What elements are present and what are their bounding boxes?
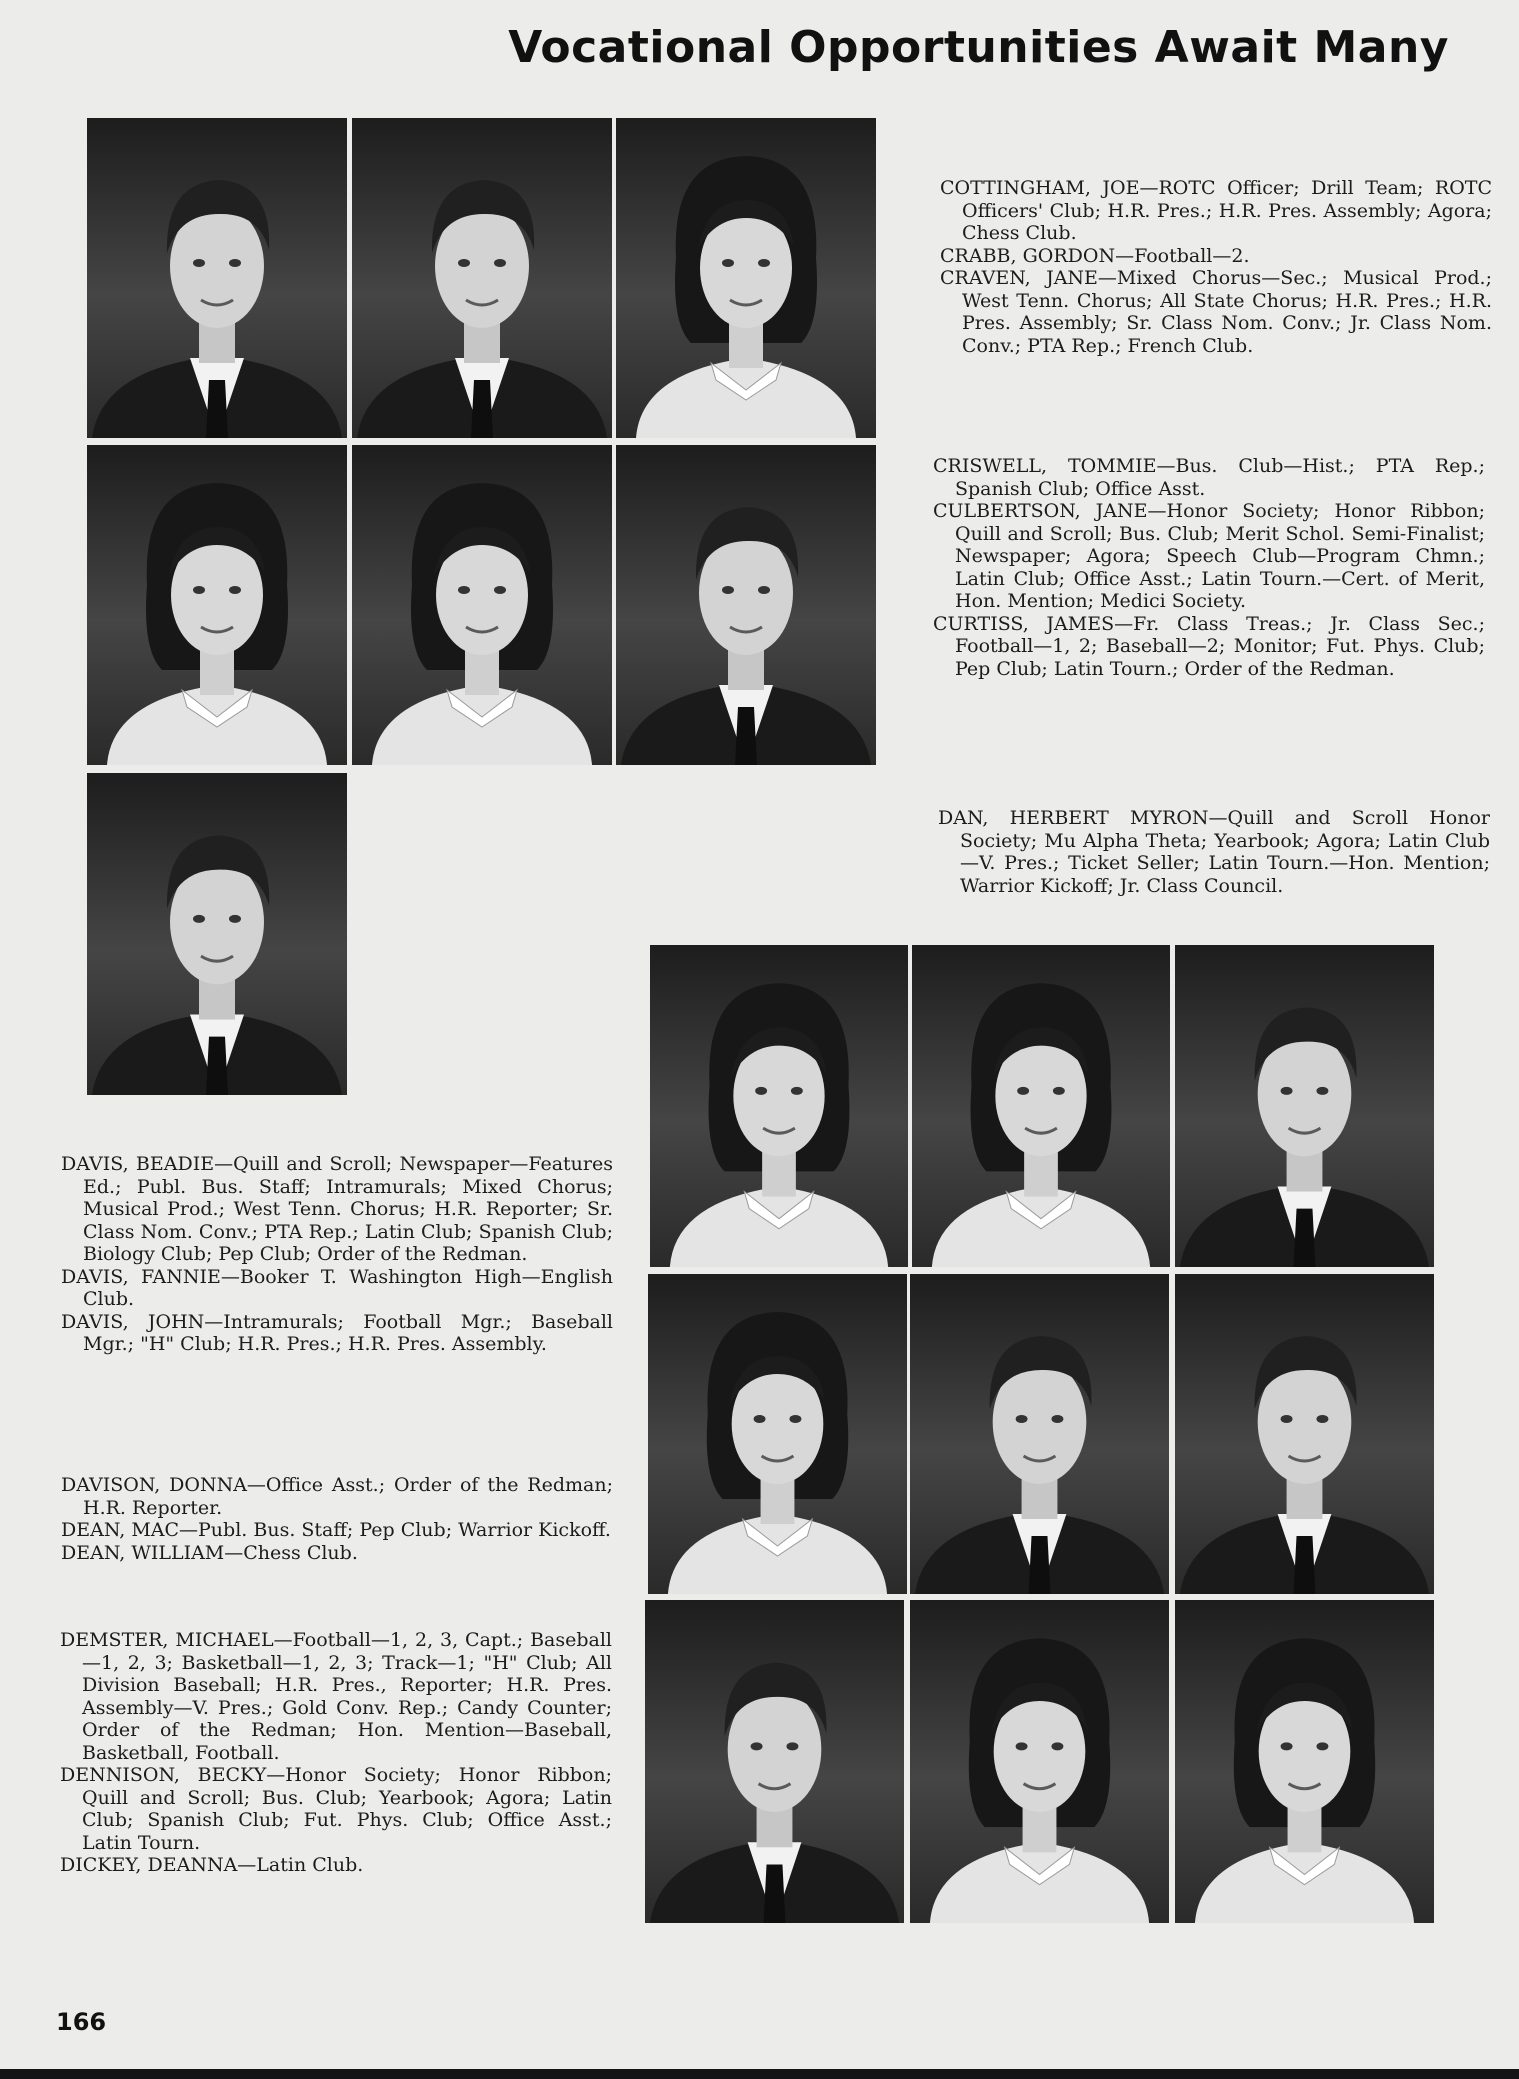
portrait-photo [1175,1274,1434,1594]
portrait-silhouette [910,1600,1169,1923]
bio-entry: DAVIS, JOHN—Intramurals; Football Mgr.; Baseball Mgr.; "H" Club; H.R. Pres.; H.R. Pres. Assembly. [61,1310,613,1355]
page-title: Vocational Opportunities Await Many [508,22,1449,73]
bio-entry: CURTISS, JAMES—Fr. Class Treas.; Jr. Class Sec.; Football—1, 2; Baseball—2; Monitor; Fut. Phys. Club; Pep Club; Latin Tourn.; Order of the Redman. [933,612,1485,680]
portrait-silhouette [910,1274,1169,1594]
bio-block [933,455,1485,680]
portrait-photo [87,118,347,438]
bio-entry: DAN, HERBERT MYRON—Quill and Scroll Honor Society; Mu Alpha Theta; Yearbook; Agora; Latin Club—V. Pres.; Ticket Seller; Latin Tourn.—Hon. Mention; Warrior Kickoff; Jr. Class Council. [938,807,1490,897]
portrait-photo [352,118,612,438]
portrait-silhouette [87,773,347,1095]
portrait-photo [1175,1600,1434,1923]
bio-block [940,177,1492,357]
portrait-silhouette [1175,945,1434,1267]
portrait-photo [912,945,1170,1267]
bio-block [61,1474,613,1564]
portrait-photo [87,445,347,765]
bio-entry: DEAN, WILLIAM—Chess Club. [61,1541,358,1564]
bio-entry: DENNISON, BECKY—Honor Society; Honor Ribbon; Quill and Scroll; Bus. Club; Yearbook; Agora; Latin Club; Spanish Club; Fut. Phys. Club; Office Asst.; Latin Tourn. [60,1764,612,1854]
bio-block [938,807,1490,897]
portrait-silhouette [616,118,876,438]
portrait-silhouette [912,945,1170,1267]
bio-entry: CRISWELL, TOMMIE—Bus. Club—Hist.; PTA Rep.; Spanish Club; Office Asst. [933,455,1485,500]
bio-entry: CULBERTSON, JANE—Honor Society; Honor Ribbon; Quill and Scroll; Bus. Club; Merit Schol. Semi-Finalist; Newspaper; Agora; Speech Club—Program Chmn.; Latin Club; Office Asst.; Latin Tourn.—Cert. of Merit, Hon. Mention; Medici Society. [933,500,1485,612]
bio-entry: DEMSTER, MICHAEL—Football—1, 2, 3, Capt.; Baseball—1, 2, 3; Basketball—1, 2, 3; Track—1; "H" Club; All Division Baseball; H.R. Pres., Reporter; H.R. Pres. Assembly—V. Pres.; Gold Conv. Rep.; Candy Counter; Order of the Redman; Hon. Mention—Baseball, Basketball, Football. [60,1629,612,1764]
bio-entry: CRAVEN, JANE—Mixed Chorus—Sec.; Musical Prod.; West Tenn. Chorus; All State Chorus; H.R. Pres.; H.R. Pres. Assembly; Sr. Class Nom. Conv.; Jr. Class Nom. Conv.; PTA Rep.; French Club. [940,267,1492,357]
portrait-photo [1175,945,1434,1267]
portrait-silhouette [352,118,612,438]
bio-entry: DICKEY, DEANNA—Latin Club. [60,1854,364,1876]
portrait-silhouette [1175,1274,1434,1594]
portrait-photo [645,1600,904,1923]
bio-entry: DEAN, MAC—Publ. Bus. Staff; Pep Club; Warrior Kickoff. [61,1519,611,1541]
portrait-photo [616,445,876,765]
portrait-photo [616,118,876,438]
portrait-photo [648,1274,907,1594]
bio-entry: DAVIS, FANNIE—Booker T. Washington High—English Club. [61,1265,613,1310]
portrait-photo [352,445,612,765]
bio-entry: COTTINGHAM, JOE—ROTC Officer; Drill Team; ROTC Officers' Club; H.R. Pres.; H.R. Pres. Assembly; Agora; Chess Club. [940,177,1492,244]
portrait-silhouette [87,445,347,765]
portrait-silhouette [650,945,908,1267]
bio-block [60,1629,612,1877]
portrait-photo [87,773,347,1095]
portrait-photo [910,1274,1169,1594]
portrait-silhouette [352,445,612,765]
bio-block [61,1153,613,1356]
portrait-silhouette [645,1600,904,1923]
portrait-silhouette [87,118,347,438]
bio-entry: DAVIS, BEADIE—Quill and Scroll; Newspaper—Features Ed.; Publ. Bus. Staff; Intramurals; Mixed Chorus; Musical Prod.; West Tenn. Chorus; H.R. Reporter; Sr. Class Nom. Conv.; PTA Rep.; Latin Club; Spanish Club; Biology Club; Pep Club; Order of the Redman. [61,1153,613,1265]
page-edge [0,2069,1519,2079]
bio-entry: DAVISON, DONNA—Office Asst.; Order of the Redman; H.R. Reporter. [61,1474,613,1519]
portrait-photo [650,945,908,1267]
portrait-silhouette [1175,1600,1434,1923]
bio-entry: CRABB, GORDON—Football—2. [940,244,1250,267]
portrait-photo [910,1600,1169,1923]
page-number: 166 [56,2008,107,2036]
portrait-silhouette [648,1274,907,1594]
portrait-silhouette [616,445,876,765]
